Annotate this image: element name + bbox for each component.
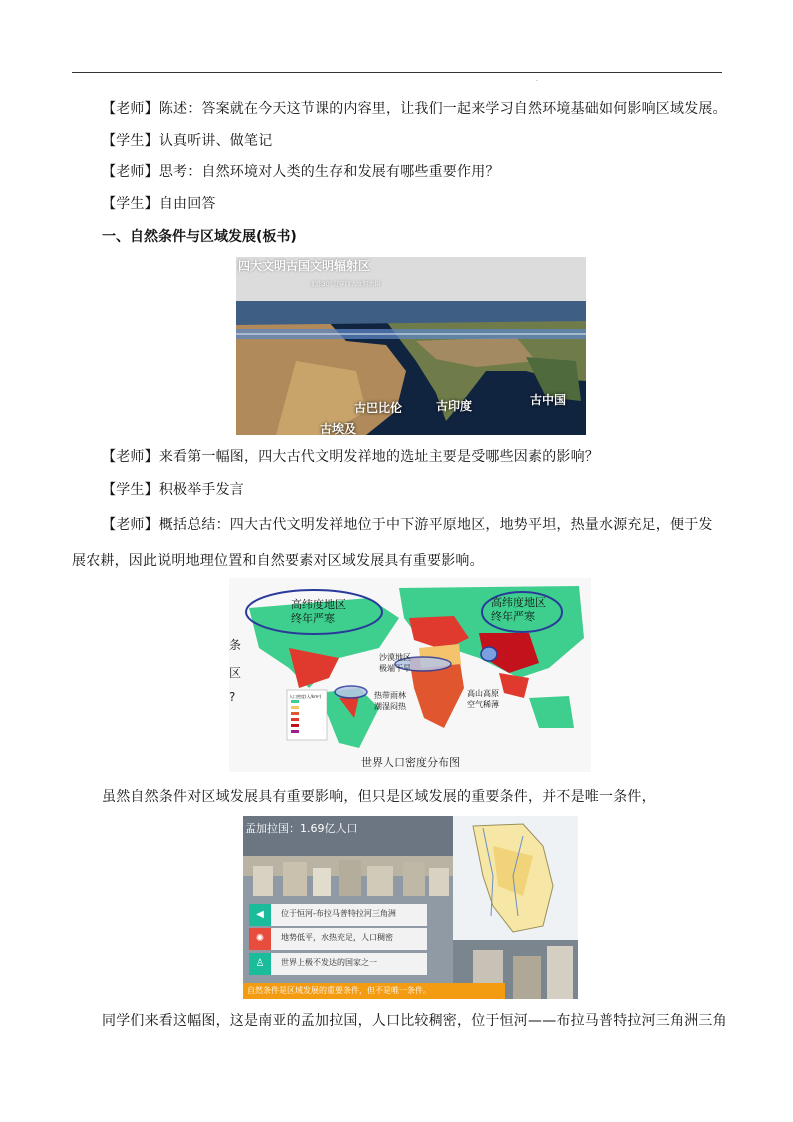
figure-title: 四大文明古国文明辐射区: [238, 259, 371, 273]
label-babylon: 古巴比伦: [354, 401, 403, 415]
bangladesh-map: [453, 816, 578, 940]
paragraph-text: 自由回答: [158, 196, 216, 212]
figure-subtitle: 北纬30°贯穿四大文明古国: [310, 281, 381, 288]
paragraph-transition: 虽然自然条件对区域发展具有重要影响，但只是区域发展的重要条件，并不是唯一条件，: [102, 789, 656, 805]
paragraph-student-1: [102, 130, 752, 152]
paragraph-text: 认真听讲、做笔记: [158, 133, 273, 149]
paragraph-text: 思考：自然环境对人类的生存和发展有哪些重要作用？: [158, 164, 500, 180]
role-label: 【老师】: [102, 517, 159, 533]
conclusion-text: 自然条件是区域发展的重要条件，但不是唯一条件。: [247, 986, 431, 995]
paragraph-text: 来看第一幅图，四大古代文明发祥地的选址主要是受哪些因素的影响？: [158, 449, 600, 465]
figure-population-density: [229, 578, 591, 772]
bangladesh-map-drawing: [453, 816, 578, 940]
cropped-char-3: ?: [229, 690, 236, 704]
bullet-text: 世界上极不发达的国家之一: [281, 958, 377, 967]
bullet-text: 地势低平，水热充足，人口稠密: [281, 933, 393, 942]
paragraph-bangladesh: 同学们来看这幅图，这是南亚的孟加拉国，人口比较稠密，位于恒河——布拉马普特拉河三角洲三角: [102, 1013, 727, 1029]
paragraph-text: 陈述：答案就在今天这节课的内容里，让我们一起来学习自然环境基础如何影响区域发展。: [158, 101, 727, 117]
satellite-map: [236, 301, 586, 435]
figure-title: 孟加拉国：1.69亿人口: [245, 822, 358, 835]
label-china: 古中国: [530, 393, 567, 407]
header-rule: [72, 72, 722, 73]
header-dot: .: [536, 76, 538, 83]
legend-title: 人口密度(人/km²): [289, 694, 322, 699]
paragraph-summary: [72, 507, 722, 579]
section-heading: 一、自然条件与区域发展(板书): [102, 229, 297, 245]
sun-icon: ✺: [249, 928, 271, 950]
paragraph-teacher-1: [102, 98, 752, 120]
person-icon: ♙: [249, 953, 271, 975]
label-desert: 沙漠地区 极端干旱: [379, 653, 411, 673]
bullet-text: 位于恒河-布拉马普特拉河三角洲: [281, 909, 396, 918]
label-high-latitude-right: 高纬度地区 终年严寒: [491, 596, 546, 623]
bullet-item: [249, 953, 427, 975]
figure-caption: 世界人口密度分布图: [361, 756, 460, 769]
paragraph-teacher-2: [102, 161, 752, 183]
bullet-item: [249, 904, 427, 926]
figure-bangladesh: [243, 816, 578, 999]
role-label: 【老师】: [102, 164, 159, 180]
conclusion-bar: [243, 983, 505, 999]
paragraph-student-2: [102, 193, 752, 215]
role-label: 【老师】: [102, 101, 159, 117]
role-label: 【学生】: [102, 482, 159, 498]
navigation-icon: ◀: [249, 904, 271, 926]
label-india: 古印度: [436, 399, 473, 413]
label-egypt: 古埃及: [320, 422, 357, 435]
cropped-char-2: 区: [229, 666, 242, 680]
paragraph-student-3: [102, 479, 752, 501]
label-plateau: 高山高原 空气稀薄: [467, 689, 499, 709]
bullet-item: [249, 928, 427, 950]
figure-four-civilizations: [236, 257, 586, 435]
cropped-char-1: 条: [229, 638, 242, 652]
paragraph-text: 概括总结：四大古代文明发祥地位于中下游平原地区，地势平坦，热量水源充足，便于发展农耕，因此说明地理位置和自然要素对区域发展具有重要影响。: [72, 517, 713, 569]
role-label: 【学生】: [102, 196, 159, 212]
paragraph-text: 积极举手发言: [158, 482, 245, 498]
paragraph-teacher-3: [102, 446, 752, 468]
label-rainforest: 热带雨林 潮湿闷热: [374, 691, 406, 711]
label-high-latitude-left: 高纬度地区 终年严寒: [291, 598, 346, 625]
role-label: 【老师】: [102, 449, 159, 465]
role-label: 【学生】: [102, 133, 159, 149]
